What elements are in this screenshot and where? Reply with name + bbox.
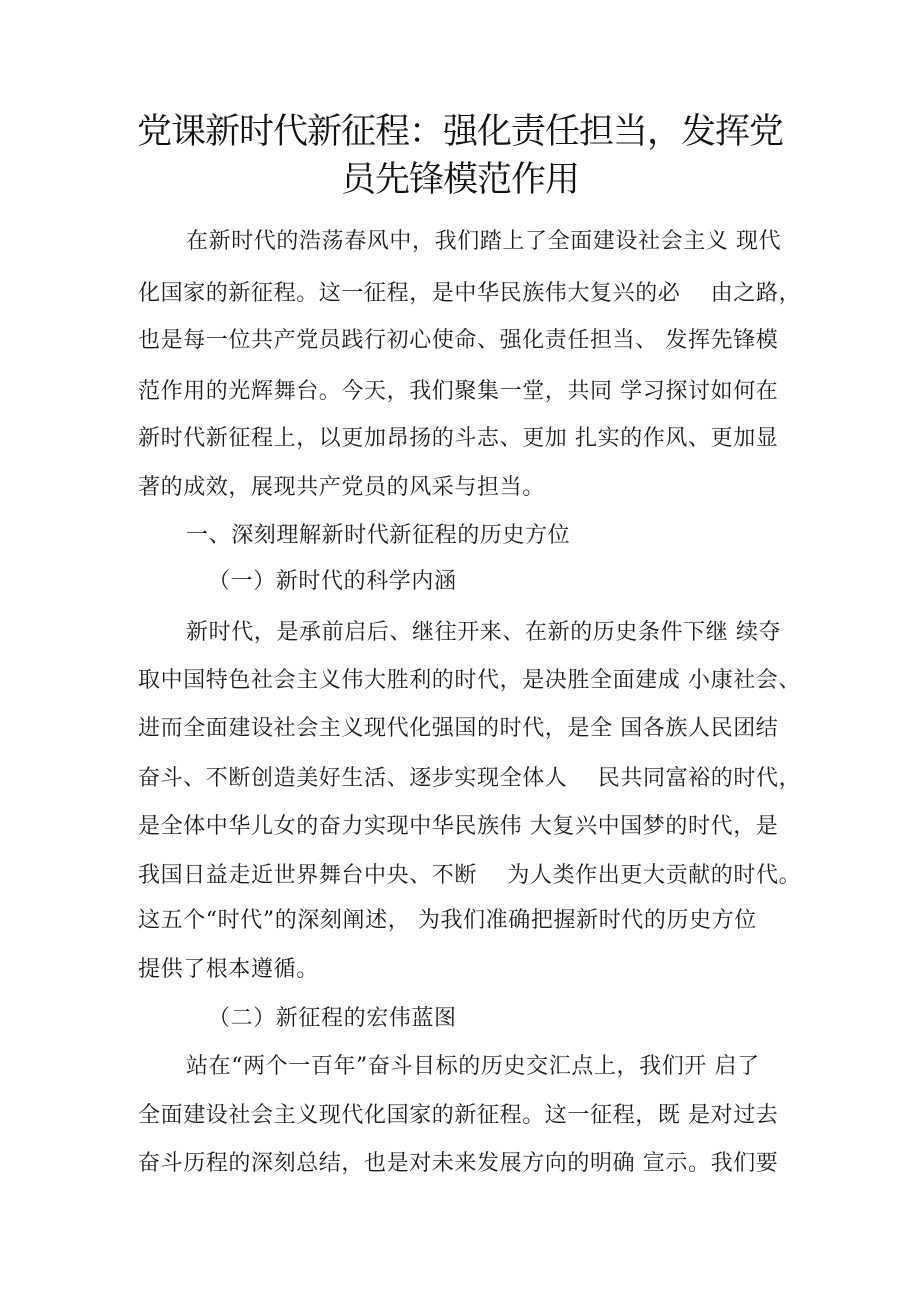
paragraph-line: 这五个“时代”的深刻阐述， 为我们准确把握新时代的历史方位 xyxy=(138,908,757,933)
paragraph-line: 提供了根本遵循。 xyxy=(138,957,319,982)
paragraph-line: 也是每一位共产党员践行初心使命、强化责任担当、 发挥先锋模 xyxy=(138,328,779,353)
paragraph-line: 奋斗历程的深刻总结，也是对未来发展方向的明确 宣示。我们要 xyxy=(138,1151,779,1176)
paragraph-line: 进而全面建设社会主义现代化强国的时代，是全 国各族人民团结 xyxy=(138,716,779,741)
paragraph-line: 新时代新征程上，以更加昂扬的斗志、更加 扎实的作风、更加显 xyxy=(138,426,779,451)
document-title-line-2: 员先锋模范作用 xyxy=(340,160,579,200)
paragraph-line: 范作用的光辉舞台。今天，我们聚集一堂，共同 学习探讨如何在 xyxy=(138,379,779,404)
paragraph-line: 取中国特色社会主义伟大胜利的时代，是决胜全面建成 小康社会、 xyxy=(138,668,801,693)
paragraph-line: 新时代，是承前启后、继往开来、在新的历史条件下继 续夺 xyxy=(186,620,782,645)
paragraph-line: 奋斗、不断创造美好生活、逐步实现全体人 民共同富裕的时代， xyxy=(138,766,802,791)
section-heading: 一、深刻理解新时代新征程的历史方位 xyxy=(186,523,571,548)
document-title-line-1: 党课新时代新征程：强化责任担当，发挥党 xyxy=(136,112,783,152)
subsection-heading: （二）新征程的宏伟蓝图 xyxy=(208,1006,457,1031)
paragraph-line: 在新时代的浩荡春风中，我们踏上了全面建设社会主义 现代 xyxy=(186,229,782,254)
paragraph-line: 我国日益走近世界舞台中央、不断 为人类作出更大贡献的时代。 xyxy=(138,863,802,888)
paragraph-line: 站在“两个一百年”奋斗目标的历史交汇点上，我们开 启了 xyxy=(186,1054,760,1079)
paragraph-line: 全面建设社会主义现代化国家的新征程。这一征程，既 是对过去 xyxy=(138,1103,779,1128)
paragraph-line: 是全体中华儿女的奋力实现中华民族伟 大复兴中国梦的时代，是 xyxy=(138,814,779,839)
subsection-heading: （一）新时代的科学内涵 xyxy=(208,569,457,594)
paragraph-line: 化国家的新征程。这一征程，是中华民族伟大复兴的必 由之路， xyxy=(138,281,802,306)
paragraph-line: 著的成效，展现共产党员的风采与担当。 xyxy=(138,475,545,500)
